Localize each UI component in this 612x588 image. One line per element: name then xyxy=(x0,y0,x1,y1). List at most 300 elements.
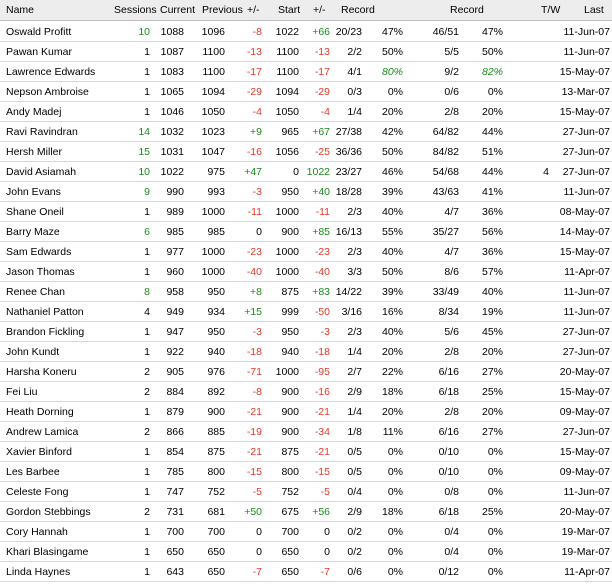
record-total-pct: 44% xyxy=(481,166,503,178)
record-total: 54/68 xyxy=(432,166,459,178)
record-total-pct: 0% xyxy=(487,546,503,558)
record-session: 2/3 xyxy=(347,246,362,258)
player-name[interactable]: Xavier Binford xyxy=(6,446,72,458)
last-played: 27-Jun-07 xyxy=(562,346,610,358)
header-change-start[interactable]: +/- xyxy=(313,4,326,16)
record-session-pct: 20% xyxy=(381,346,403,358)
table-row[interactable] xyxy=(0,62,612,82)
last-played: 19-Mar-07 xyxy=(561,546,610,558)
sessions-value: 8 xyxy=(144,286,150,298)
record-total-pct: 0% xyxy=(487,86,503,98)
start-rating: 940 xyxy=(281,346,299,358)
start-rating: 875 xyxy=(281,286,299,298)
last-played: 11-Jun-07 xyxy=(563,286,610,298)
record-total-pct: 20% xyxy=(481,406,503,418)
record-total: 0/4 xyxy=(444,546,459,558)
current-rating: 866 xyxy=(166,426,184,438)
last-played: 11-Jun-07 xyxy=(563,486,610,498)
record-session: 2/9 xyxy=(347,506,362,518)
table-row[interactable] xyxy=(0,242,612,262)
player-name[interactable]: Shane Oneil xyxy=(6,206,64,218)
player-name[interactable]: Les Barbee xyxy=(6,466,60,478)
sessions-value: 2 xyxy=(144,386,150,398)
sessions-value: 1 xyxy=(144,546,150,558)
sessions-value: 1 xyxy=(144,106,150,118)
record-total-pct: 0% xyxy=(487,446,503,458)
player-name[interactable]: Jason Thomas xyxy=(6,266,75,278)
header-previous[interactable]: Previous xyxy=(202,4,243,16)
record-session-pct: 16% xyxy=(381,306,403,318)
change-start: +40 xyxy=(312,186,330,198)
start-rating: 1000 xyxy=(275,206,299,218)
start-rating: 950 xyxy=(281,326,299,338)
change-previous: -21 xyxy=(246,446,262,458)
table-row[interactable] xyxy=(0,322,612,342)
table-row[interactable] xyxy=(0,502,612,522)
record-session-pct: 50% xyxy=(381,266,403,278)
record-total-pct: 57% xyxy=(481,266,503,278)
last-played: 13-Mar-07 xyxy=(561,86,610,98)
sessions-value: 14 xyxy=(138,126,150,138)
record-total: 33/49 xyxy=(432,286,459,298)
change-start: -16 xyxy=(314,386,330,398)
record-session-pct: 0% xyxy=(387,566,403,578)
player-name[interactable]: Andrew Lamica xyxy=(6,426,79,438)
record-total: 46/51 xyxy=(432,26,459,38)
record-total: 6/18 xyxy=(438,506,459,518)
previous-rating: 700 xyxy=(207,526,225,538)
current-rating: 977 xyxy=(166,246,184,258)
record-session: 20/23 xyxy=(335,26,362,38)
last-played: 27-Jun-07 xyxy=(562,146,610,158)
sessions-value: 1 xyxy=(144,346,150,358)
sessions-value: 1 xyxy=(144,566,150,578)
record-session: 2/9 xyxy=(347,386,362,398)
current-rating: 785 xyxy=(166,466,184,478)
header-change-previous[interactable]: +/- xyxy=(247,4,260,16)
sessions-value: 6 xyxy=(144,226,150,238)
player-name[interactable]: Linda Haynes xyxy=(6,566,71,578)
record-session: 14/22 xyxy=(335,286,362,298)
previous-rating: 950 xyxy=(207,326,225,338)
record-session-pct: 0% xyxy=(387,526,403,538)
table-row[interactable] xyxy=(0,422,612,442)
player-name[interactable]: Oswald Profitt xyxy=(6,26,72,38)
sessions-value: 1 xyxy=(144,326,150,338)
previous-rating: 976 xyxy=(207,366,225,378)
record-session: 0/5 xyxy=(347,466,362,478)
start-rating: 650 xyxy=(281,566,299,578)
change-start: -17 xyxy=(314,66,330,78)
change-start: -13 xyxy=(314,46,330,58)
change-start: -21 xyxy=(314,406,330,418)
table-row[interactable] xyxy=(0,542,612,562)
record-session-pct: 0% xyxy=(387,446,403,458)
start-rating: 1100 xyxy=(276,66,299,78)
previous-rating: 650 xyxy=(207,546,225,558)
header-current[interactable]: Current xyxy=(160,4,196,16)
table-row[interactable] xyxy=(0,562,612,582)
record-total-pct: 0% xyxy=(487,566,503,578)
player-name[interactable]: Brandon Fickling xyxy=(6,326,85,338)
current-rating: 879 xyxy=(166,406,184,418)
start-rating: 700 xyxy=(281,526,299,538)
player-name[interactable]: Nathaniel Patton xyxy=(6,306,84,318)
change-previous: -4 xyxy=(252,106,262,118)
change-previous: -13 xyxy=(246,46,262,58)
last-played: 11-Jun-07 xyxy=(563,26,610,38)
previous-rating: 1100 xyxy=(202,66,225,78)
change-previous: -11 xyxy=(247,206,262,218)
record-total: 64/82 xyxy=(432,126,459,138)
change-start: -25 xyxy=(314,146,330,158)
player-name[interactable]: Heath Dorning xyxy=(6,406,74,418)
record-total-pct: 36% xyxy=(481,246,503,258)
header-record-session[interactable]: Record xyxy=(341,4,375,16)
previous-rating: 1023 xyxy=(201,126,225,138)
change-start: +56 xyxy=(312,506,330,518)
table-row[interactable] xyxy=(0,182,612,202)
record-total-pct: 51% xyxy=(481,146,503,158)
change-previous: +15 xyxy=(244,306,262,318)
change-previous: -8 xyxy=(252,26,262,38)
table-row[interactable] xyxy=(0,302,612,322)
record-total: 9/2 xyxy=(444,66,459,78)
record-session: 2/2 xyxy=(347,46,362,58)
header-record-total[interactable]: Record xyxy=(450,4,484,16)
start-rating: 1056 xyxy=(275,146,299,158)
previous-rating: 975 xyxy=(207,166,225,178)
current-rating: 643 xyxy=(166,566,184,578)
record-session-pct: 0% xyxy=(387,546,403,558)
start-rating: 1000 xyxy=(275,266,299,278)
table-row[interactable] xyxy=(0,462,612,482)
change-start: -4 xyxy=(320,106,330,118)
header-tw[interactable]: T/W xyxy=(541,4,561,16)
record-total: 0/12 xyxy=(438,566,459,578)
player-name[interactable]: Ravi Ravindran xyxy=(6,126,78,138)
record-total: 35/27 xyxy=(432,226,459,238)
player-name[interactable]: Sam Edwards xyxy=(6,246,72,258)
record-total-pct: 45% xyxy=(481,326,503,338)
previous-rating: 993 xyxy=(207,186,225,198)
record-session-pct: 20% xyxy=(381,106,403,118)
last-played: 08-May-07 xyxy=(559,206,610,218)
record-total-pct: 0% xyxy=(487,486,503,498)
current-rating: 1088 xyxy=(160,26,184,38)
player-name[interactable]: David Asiamah xyxy=(6,166,77,178)
record-total-pct: 19% xyxy=(481,306,503,318)
table-row[interactable] xyxy=(0,102,612,122)
table-row[interactable] xyxy=(0,362,612,382)
current-rating: 700 xyxy=(166,526,184,538)
record-total: 2/8 xyxy=(444,346,459,358)
table-row[interactable] xyxy=(0,22,612,42)
record-total-pct: 27% xyxy=(481,366,503,378)
player-name[interactable]: Barry Maze xyxy=(6,226,60,238)
sessions-value: 15 xyxy=(138,146,150,158)
start-rating: 1000 xyxy=(275,246,299,258)
previous-rating: 1100 xyxy=(202,46,225,58)
change-start: -15 xyxy=(314,466,330,478)
record-total: 2/8 xyxy=(444,106,459,118)
last-played: 09-May-07 xyxy=(559,406,610,418)
table-row[interactable] xyxy=(0,482,612,502)
current-rating: 650 xyxy=(166,546,184,558)
record-session-pct: 11% xyxy=(382,426,403,438)
sessions-value: 1 xyxy=(144,266,150,278)
table-row[interactable] xyxy=(0,42,612,62)
record-session-pct: 0% xyxy=(387,86,403,98)
record-total-pct: 36% xyxy=(481,206,503,218)
record-session: 1/4 xyxy=(347,106,362,118)
record-session-pct: 39% xyxy=(381,286,403,298)
table-row[interactable] xyxy=(0,382,612,402)
previous-rating: 681 xyxy=(207,506,225,518)
last-played: 20-May-07 xyxy=(559,506,610,518)
record-session: 4/1 xyxy=(347,66,362,78)
change-previous: -71 xyxy=(246,366,262,378)
change-start: +83 xyxy=(312,286,330,298)
change-previous: -7 xyxy=(252,566,262,578)
change-previous: -18 xyxy=(246,346,262,358)
table-row[interactable] xyxy=(0,122,612,142)
table-row[interactable] xyxy=(0,402,612,422)
current-rating: 958 xyxy=(166,286,184,298)
start-rating: 1022 xyxy=(275,26,299,38)
record-total-pct: 27% xyxy=(481,426,503,438)
sessions-value: 2 xyxy=(144,426,150,438)
change-previous: -3 xyxy=(252,186,262,198)
sessions-value: 9 xyxy=(144,186,150,198)
record-session: 2/7 xyxy=(347,366,362,378)
current-rating: 747 xyxy=(166,486,184,498)
record-total: 84/82 xyxy=(432,146,459,158)
player-name[interactable]: Pawan Kumar xyxy=(6,46,72,58)
start-rating: 800 xyxy=(281,466,299,478)
record-session-pct: 20% xyxy=(381,406,403,418)
record-session: 1/4 xyxy=(347,406,362,418)
player-name[interactable]: Fei Liu xyxy=(6,386,38,398)
table-row[interactable] xyxy=(0,142,612,162)
change-start: -5 xyxy=(320,486,330,498)
record-session: 36/36 xyxy=(335,146,362,158)
record-session-pct: 40% xyxy=(381,326,403,338)
record-total-pct: 41% xyxy=(481,186,503,198)
change-previous: 0 xyxy=(256,546,262,558)
current-rating: 905 xyxy=(166,366,184,378)
player-name[interactable]: Hersh Miller xyxy=(6,146,63,158)
current-rating: 1046 xyxy=(160,106,184,118)
change-start: -3 xyxy=(320,326,330,338)
start-rating: 900 xyxy=(281,386,299,398)
start-rating: 1100 xyxy=(276,46,299,58)
current-rating: 960 xyxy=(166,266,184,278)
last-played: 14-May-07 xyxy=(559,226,610,238)
record-total-pct: 25% xyxy=(481,386,503,398)
current-rating: 985 xyxy=(166,226,184,238)
player-name[interactable]: Gordon Stebbings xyxy=(6,506,91,518)
player-name[interactable]: John Evans xyxy=(6,186,61,198)
player-name[interactable]: Lawrence Edwards xyxy=(6,66,96,78)
record-session: 18/28 xyxy=(335,186,362,198)
record-session-pct: 0% xyxy=(387,486,403,498)
record-session-pct: 80% xyxy=(381,66,403,78)
start-rating: 675 xyxy=(281,506,299,518)
last-played: 27-Jun-07 xyxy=(562,166,610,178)
record-session-pct: 40% xyxy=(381,246,403,258)
record-total: 0/10 xyxy=(438,446,459,458)
record-total: 2/8 xyxy=(444,406,459,418)
start-rating: 965 xyxy=(281,126,299,138)
change-previous: -19 xyxy=(246,426,262,438)
start-rating: 950 xyxy=(281,186,299,198)
start-rating: 0 xyxy=(293,166,299,178)
previous-rating: 950 xyxy=(207,286,225,298)
change-start: -18 xyxy=(314,346,330,358)
current-rating: 1087 xyxy=(160,46,184,58)
change-previous: -8 xyxy=(252,386,262,398)
previous-rating: 650 xyxy=(207,566,225,578)
table-row[interactable] xyxy=(0,442,612,462)
table-row[interactable] xyxy=(0,162,612,182)
table-row[interactable] xyxy=(0,202,612,222)
previous-rating: 940 xyxy=(207,346,225,358)
current-rating: 989 xyxy=(166,206,184,218)
record-session: 2/3 xyxy=(347,206,362,218)
table-row[interactable] xyxy=(0,82,612,102)
change-start: -29 xyxy=(314,86,330,98)
last-played: 11-Apr-07 xyxy=(564,266,610,278)
header-name[interactable]: Name xyxy=(6,4,35,16)
record-session-pct: 50% xyxy=(381,146,403,158)
current-rating: 1031 xyxy=(160,146,184,158)
change-start: -7 xyxy=(320,566,330,578)
change-start: -34 xyxy=(314,426,330,438)
last-played: 27-Jun-07 xyxy=(562,126,610,138)
record-session: 3/16 xyxy=(341,306,362,318)
previous-rating: 752 xyxy=(207,486,225,498)
header-sessions[interactable]: Sessions xyxy=(114,4,157,16)
record-total-pct: 20% xyxy=(481,106,503,118)
last-played: 27-Jun-07 xyxy=(562,326,610,338)
player-name[interactable]: Andy Madej xyxy=(6,106,62,118)
current-rating: 731 xyxy=(166,506,184,518)
change-previous: 0 xyxy=(256,526,262,538)
table-row[interactable] xyxy=(0,342,612,362)
player-name[interactable]: Celeste Fong xyxy=(6,486,69,498)
record-session: 3/3 xyxy=(347,266,362,278)
last-played: 15-May-07 xyxy=(559,246,610,258)
record-session-pct: 50% xyxy=(381,46,403,58)
last-played: 09-May-07 xyxy=(559,466,610,478)
start-rating: 999 xyxy=(281,306,299,318)
table-row[interactable] xyxy=(0,222,612,242)
sessions-value: 1 xyxy=(144,406,150,418)
record-session: 0/2 xyxy=(347,546,362,558)
record-session-pct: 55% xyxy=(381,226,403,238)
record-session: 1/8 xyxy=(347,426,362,438)
player-name[interactable]: Harsha Koneru xyxy=(6,366,77,378)
start-rating: 1000 xyxy=(275,366,299,378)
change-previous: -5 xyxy=(252,486,262,498)
previous-rating: 875 xyxy=(207,446,225,458)
record-total: 6/18 xyxy=(438,386,459,398)
sessions-value: 1 xyxy=(144,526,150,538)
record-total: 43/63 xyxy=(432,186,459,198)
sessions-value: 1 xyxy=(144,446,150,458)
sessions-value: 10 xyxy=(138,26,150,38)
record-session-pct: 47% xyxy=(381,26,403,38)
start-rating: 900 xyxy=(281,226,299,238)
record-total-pct: 40% xyxy=(481,286,503,298)
previous-rating: 800 xyxy=(207,466,225,478)
sessions-value: 1 xyxy=(144,66,150,78)
sessions-value: 1 xyxy=(144,246,150,258)
change-start: -11 xyxy=(315,206,330,218)
record-total: 0/6 xyxy=(444,86,459,98)
change-start: +85 xyxy=(312,226,330,238)
last-played: 19-Mar-07 xyxy=(561,526,610,538)
last-played: 11-Jun-07 xyxy=(563,306,610,318)
player-name[interactable]: Renee Chan xyxy=(6,286,65,298)
table-row[interactable] xyxy=(0,282,612,302)
start-rating: 900 xyxy=(281,426,299,438)
change-start: 1022 xyxy=(306,166,330,178)
record-total-pct: 50% xyxy=(481,46,503,58)
record-session-pct: 22% xyxy=(381,366,403,378)
record-total-pct: 0% xyxy=(487,466,503,478)
start-rating: 1094 xyxy=(275,86,299,98)
player-name[interactable]: Cory Hannah xyxy=(6,526,68,538)
last-played: 15-May-07 xyxy=(559,66,610,78)
record-total: 0/10 xyxy=(438,466,459,478)
record-session-pct: 46% xyxy=(381,166,403,178)
header-start[interactable]: Start xyxy=(278,4,301,16)
change-start: 0 xyxy=(324,546,330,558)
change-previous: -29 xyxy=(246,86,262,98)
record-total-pct: 82% xyxy=(481,66,503,78)
sessions-value: 1 xyxy=(144,46,150,58)
start-rating: 1050 xyxy=(275,106,299,118)
record-total-pct: 25% xyxy=(481,506,503,518)
change-previous: -40 xyxy=(246,266,262,278)
previous-rating: 1000 xyxy=(201,266,225,278)
change-previous: +9 xyxy=(250,126,262,138)
player-name[interactable]: Khari Blasingame xyxy=(6,546,89,558)
start-rating: 900 xyxy=(281,406,299,418)
change-previous: +47 xyxy=(244,166,262,178)
last-played: 27-Jun-07 xyxy=(562,426,610,438)
record-session: 0/3 xyxy=(347,86,362,98)
record-session-pct: 40% xyxy=(381,206,403,218)
table-row[interactable] xyxy=(0,522,612,542)
player-name[interactable]: Nepson Ambroise xyxy=(6,86,89,98)
record-session-pct: 39% xyxy=(381,186,403,198)
record-session: 0/5 xyxy=(347,446,362,458)
change-start: -95 xyxy=(314,366,330,378)
sessions-value: 2 xyxy=(144,366,150,378)
current-rating: 854 xyxy=(166,446,184,458)
change-start: +67 xyxy=(312,126,330,138)
current-rating: 884 xyxy=(166,386,184,398)
record-total: 6/16 xyxy=(438,426,459,438)
change-previous: -21 xyxy=(246,406,262,418)
record-total-pct: 0% xyxy=(487,526,503,538)
player-name[interactable]: John Kundt xyxy=(6,346,60,358)
header-last[interactable]: Last xyxy=(584,4,604,16)
table-row[interactable] xyxy=(0,262,612,282)
